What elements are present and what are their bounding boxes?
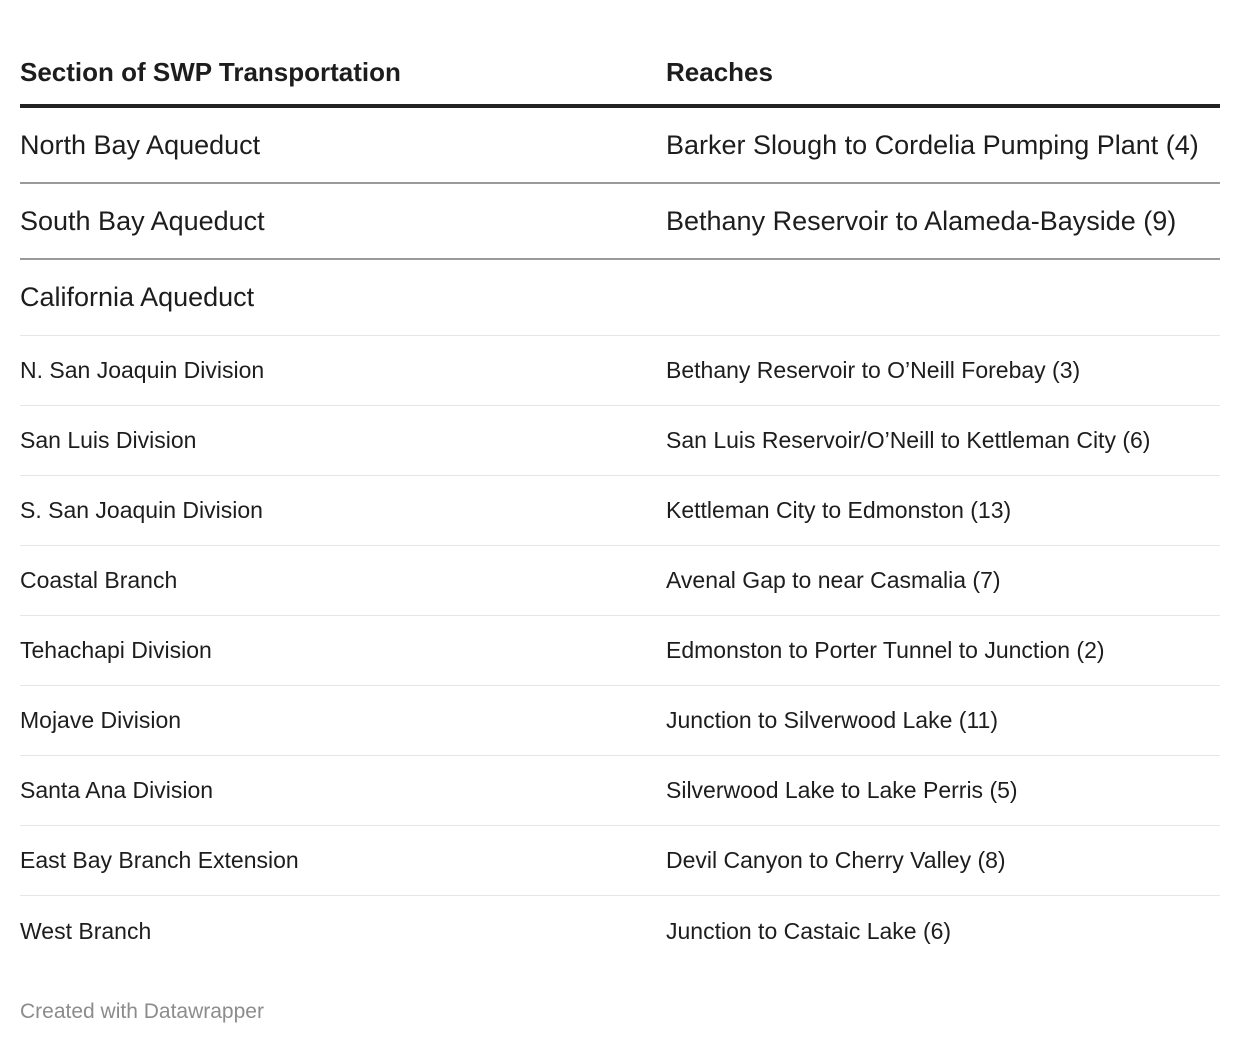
section-cell: South Bay Aqueduct xyxy=(20,205,265,236)
table-row xyxy=(20,896,1220,966)
reaches-cell: Edmonston to Porter Tunnel to Junction (2) xyxy=(666,637,1105,663)
reaches-cell: Avenal Gap to near Casmalia (7) xyxy=(666,567,1001,593)
section-cell: Tehachapi Division xyxy=(20,637,212,663)
table-row xyxy=(20,108,1220,184)
section-cell: East Bay Branch Extension xyxy=(20,847,299,873)
section-cell: San Luis Division xyxy=(20,427,197,453)
table-row xyxy=(20,476,1220,546)
reaches-cell: Junction to Silverwood Lake (11) xyxy=(666,707,998,733)
table-row xyxy=(20,336,1220,406)
section-cell: California Aqueduct xyxy=(20,282,255,312)
reaches-cell: Kettleman City to Edmonston (13) xyxy=(666,497,1012,523)
reaches-cell: San Luis Reservoir/O’Neill to Kettleman City (6) xyxy=(666,427,1151,453)
reaches-cell: Junction to Castaic Lake (6) xyxy=(666,917,952,944)
table-row xyxy=(20,260,1220,336)
datawrapper-credit[interactable]: Created with Datawrapper xyxy=(20,1000,264,1023)
table-row xyxy=(20,826,1220,896)
table-row xyxy=(20,756,1220,826)
column-header-reaches[interactable]: Reaches xyxy=(666,56,773,87)
section-cell: Santa Ana Division xyxy=(20,777,214,803)
column-header-section[interactable]: Section of SWP Transportation xyxy=(20,56,401,87)
section-cell: N. San Joaquin Division xyxy=(20,357,265,383)
reaches-cell: Silverwood Lake to Lake Perris (5) xyxy=(666,777,1018,803)
section-cell: West Branch xyxy=(20,917,152,944)
table-row xyxy=(20,686,1220,756)
section-cell: Coastal Branch xyxy=(20,567,178,593)
reaches-cell: Devil Canyon to Cherry Valley (8) xyxy=(666,847,1006,873)
section-cell: North Bay Aqueduct xyxy=(20,129,261,160)
table-row xyxy=(20,184,1220,260)
table-row xyxy=(20,546,1220,616)
reaches-cell: Bethany Reservoir to O’Neill Forebay (3) xyxy=(666,357,1081,383)
table-row xyxy=(20,616,1220,686)
table-row xyxy=(20,406,1220,476)
reaches-table xyxy=(20,40,1220,966)
section-cell: S. San Joaquin Division xyxy=(20,497,263,523)
reaches-cell: Barker Slough to Cordelia Pumping Plant (4) xyxy=(666,129,1199,160)
reaches-cell: Bethany Reservoir to Alameda-Bayside (9) xyxy=(666,205,1177,236)
section-cell: Mojave Division xyxy=(20,707,182,733)
table-header-row xyxy=(20,40,1220,108)
